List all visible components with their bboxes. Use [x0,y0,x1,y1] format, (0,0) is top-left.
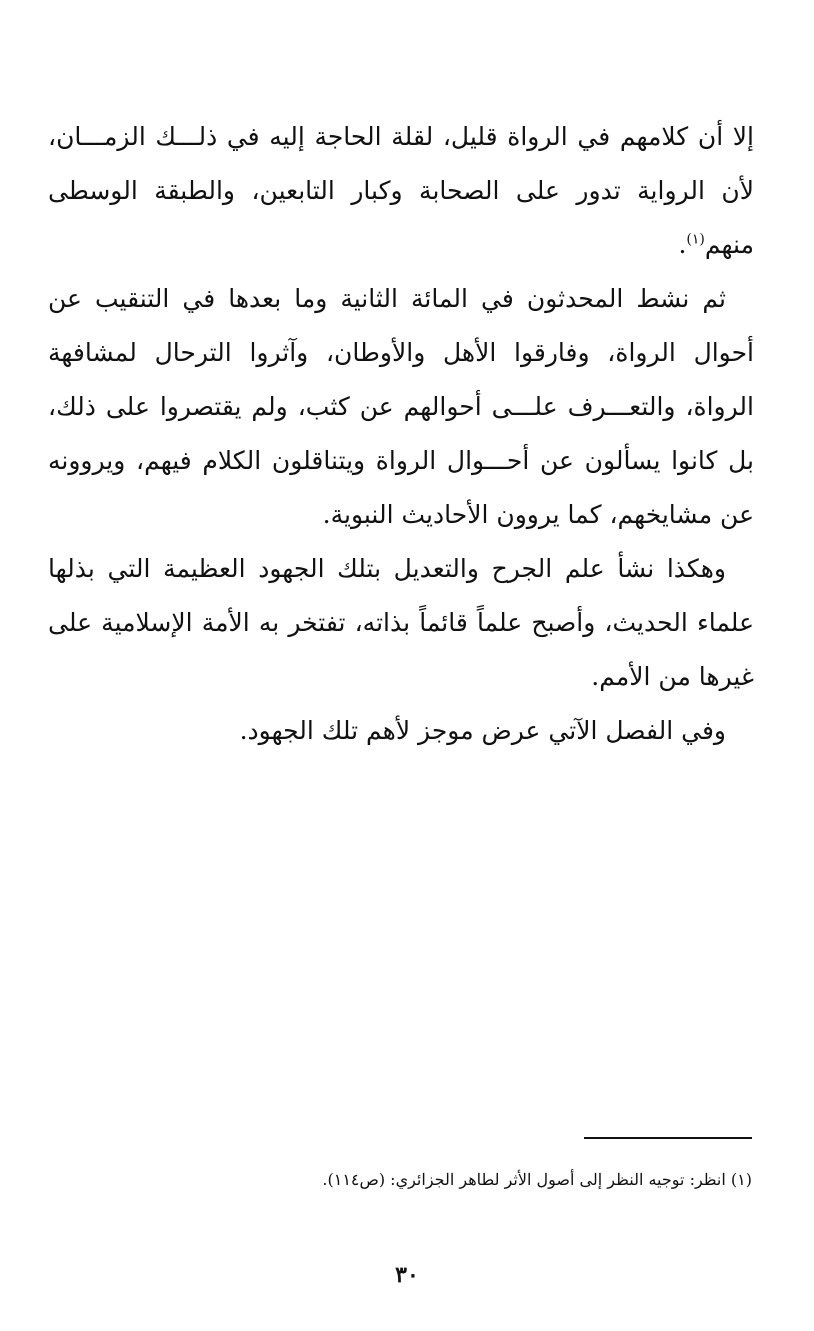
footnote-1: (١) انظر: توجيه النظر إلى أصول الأثر لطاهر الجزائري: (ص١١٤). [322,1170,752,1189]
page-body [48,110,754,758]
paragraph-3: وهكذا نشأ علم الجرح والتعديل بتلك الجهود العظيمة التي بذلها علماء الحديث، وأصبح علماً قائماً بذاته، تفتخر به الأمة الإسلامية على غيرها من الأمم. [48,554,754,691]
paragraph-4: وفي الفصل الآتي عرض موجز لأهم تلك الجهود. [239,716,726,745]
paragraph-2: ثم نشط المحدثون في المائة الثانية وما بعدها في التنقيب عن أحوال الرواة، وفارقوا الأهل والأوطان، وآثروا الترحال لمشافهة الرواة، والتعـــرف علـــى أحوالهم عن كثب، ولم يقتصروا على ذلك، بل كانوا يسألون عن أحـــوال الرواة ويتناقلون الكلام فيهم، ويروونه عن مشايخهم، كما يروون الأحاديث النبوية. [48,284,754,529]
footnote-ref-1[interactable]: (١) [686,231,705,248]
paragraph-1 [48,110,754,272]
paragraph-1-text: إلا أن كلامهم في الرواة قليل، لقلة الحاجة إليه في ذلـــك الزمـــان، لأن الرواية تدور على الصحابة وكبار التابعين، والطبقة الوسطى منهم [48,122,754,259]
footnote-divider [584,1137,752,1139]
page-number: ٣٠ [395,1262,419,1288]
paragraph-1-tail: . [678,230,687,259]
